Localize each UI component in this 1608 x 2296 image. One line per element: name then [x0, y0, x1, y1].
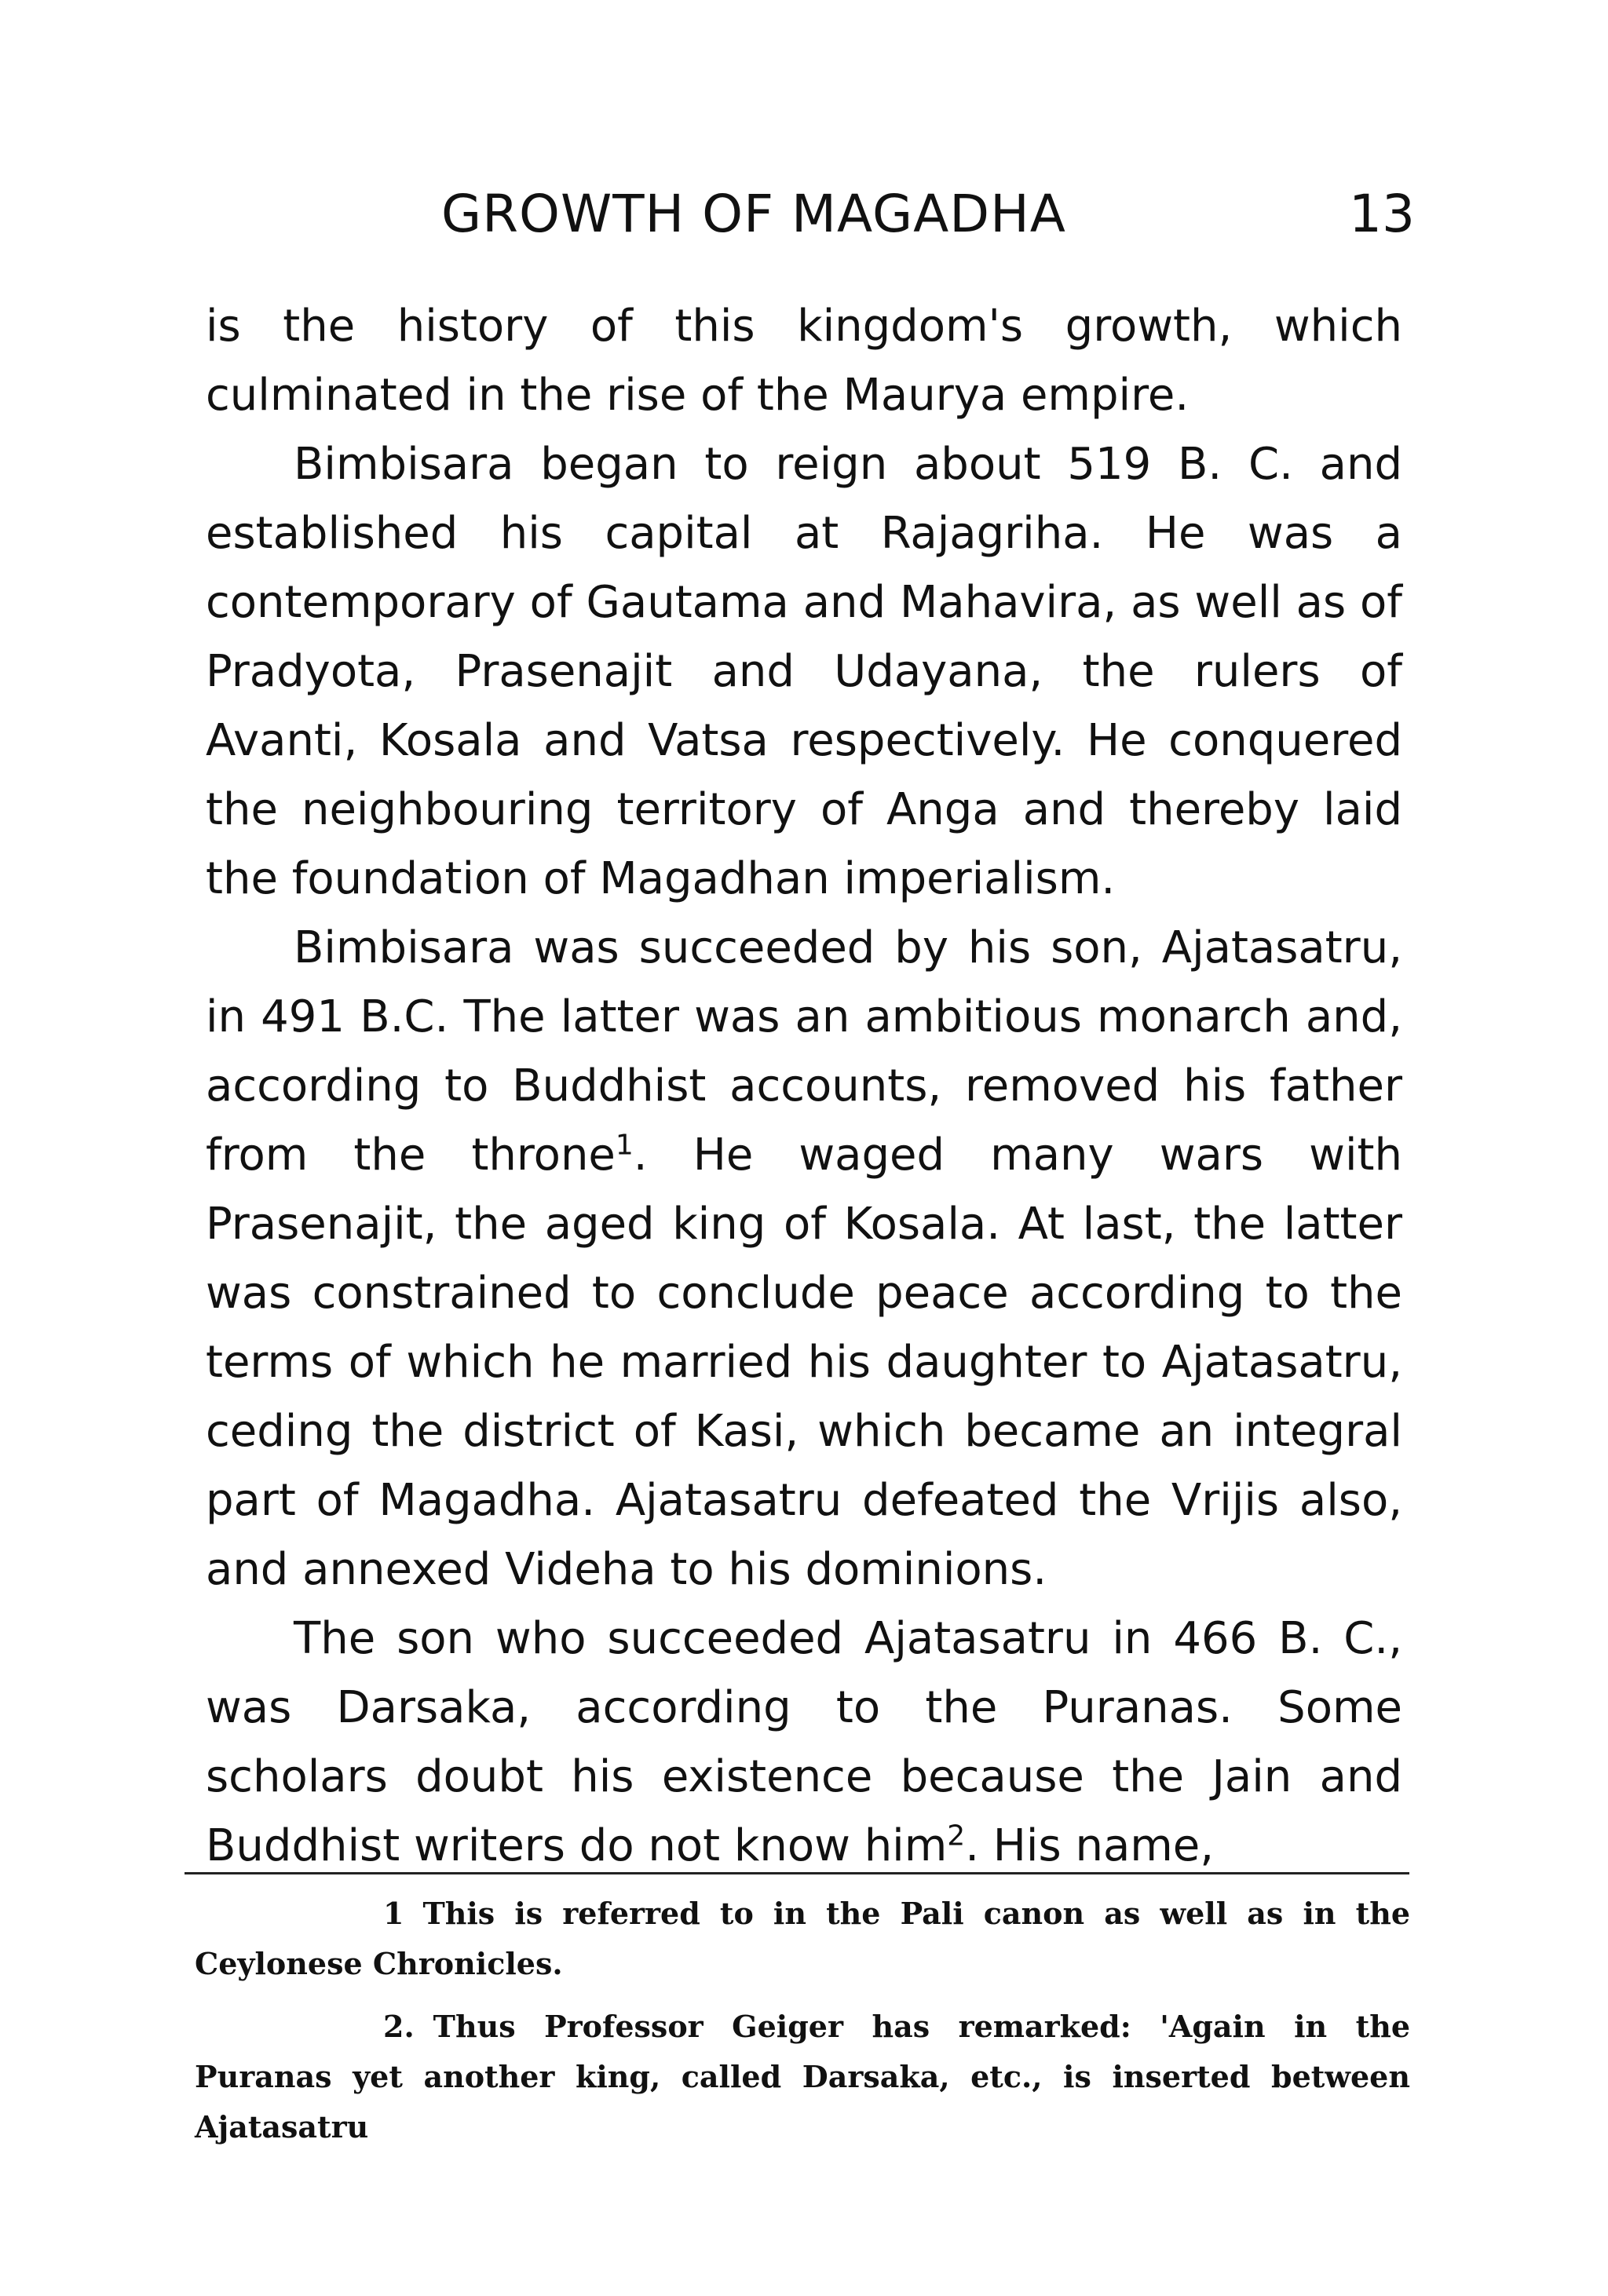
paragraph-1-text: is the history of this kingdom's growth, which culminated in the rise of the Maurya empire. — [206, 301, 1402, 421]
paragraph-3-text-after: . He waged many wars with Prasenajit, the aged king of Kosala. At last, the latter was constrained to conclude peace according to the terms of which he married his daughter to Ajatasatru, ceding the district of Kasi, which became an integral part of Magadha. Ajatasatru defeated the Vrijis also, and annexed Videha to his dominions. — [206, 1130, 1402, 1595]
paragraph-3-text-before: Bimbisara was succeeded by his son, Ajatasatru, in 491 B.C. The latter was an ambitious monarch and, according to Buddhist accounts, removed his father from the throne — [206, 922, 1402, 1181]
paragraph-4-text-after: . His name, — [965, 1820, 1215, 1871]
page-number: 13 — [1349, 184, 1415, 244]
footnote-2-text: Thus Professor Geiger has remarked: 'Again in the Puranas yet another king, called Darsaka, etc., is inserted between Ajatasatru — [195, 2009, 1410, 2145]
footnote-ref-1: 1 — [615, 1129, 634, 1162]
paragraph-4 — [206, 1604, 1402, 1881]
chapter-title: GROWTH OF MAGADHA — [441, 184, 1066, 244]
footnote-2-number: 2. — [383, 2009, 415, 2044]
paragraph-1 — [206, 292, 1402, 430]
footnote-1 — [195, 1889, 1410, 1989]
footnotes — [195, 1889, 1410, 2152]
footnote-1-number: 1 — [383, 1896, 404, 1931]
paragraph-3 — [206, 914, 1402, 1604]
body-text — [206, 292, 1402, 1881]
paragraph-2-text: Bimbisara began to reign about 519 B. C. and established his capital at Rajagriha. He was a contemporary of Gautama and Mahavira, as well as of Pradyota, Prasenajit and Udayana, the rulers of Avanti, Kosala and Vatsa respectively. He conquered the neighbouring territory of Anga and thereby laid the foundation of Magadhan imperialism. — [206, 439, 1402, 904]
paragraph-2 — [206, 430, 1402, 914]
footnote-divider — [185, 1872, 1409, 1874]
running-head — [206, 179, 1415, 250]
footnote-ref-2: 2 — [947, 1820, 966, 1852]
paragraph-4-text-before: The son who succeeded Ajatasatru in 466 B. C., was Darsaka, according to the Puranas. Some scholars doubt his existence because the Jain and Buddhist writers do not know him — [206, 1613, 1402, 1871]
footnote-2 — [195, 2002, 1410, 2152]
footnote-1-text: This is referred to in the Pali canon as well as in the Ceylonese Chronicles. — [195, 1896, 1410, 1981]
